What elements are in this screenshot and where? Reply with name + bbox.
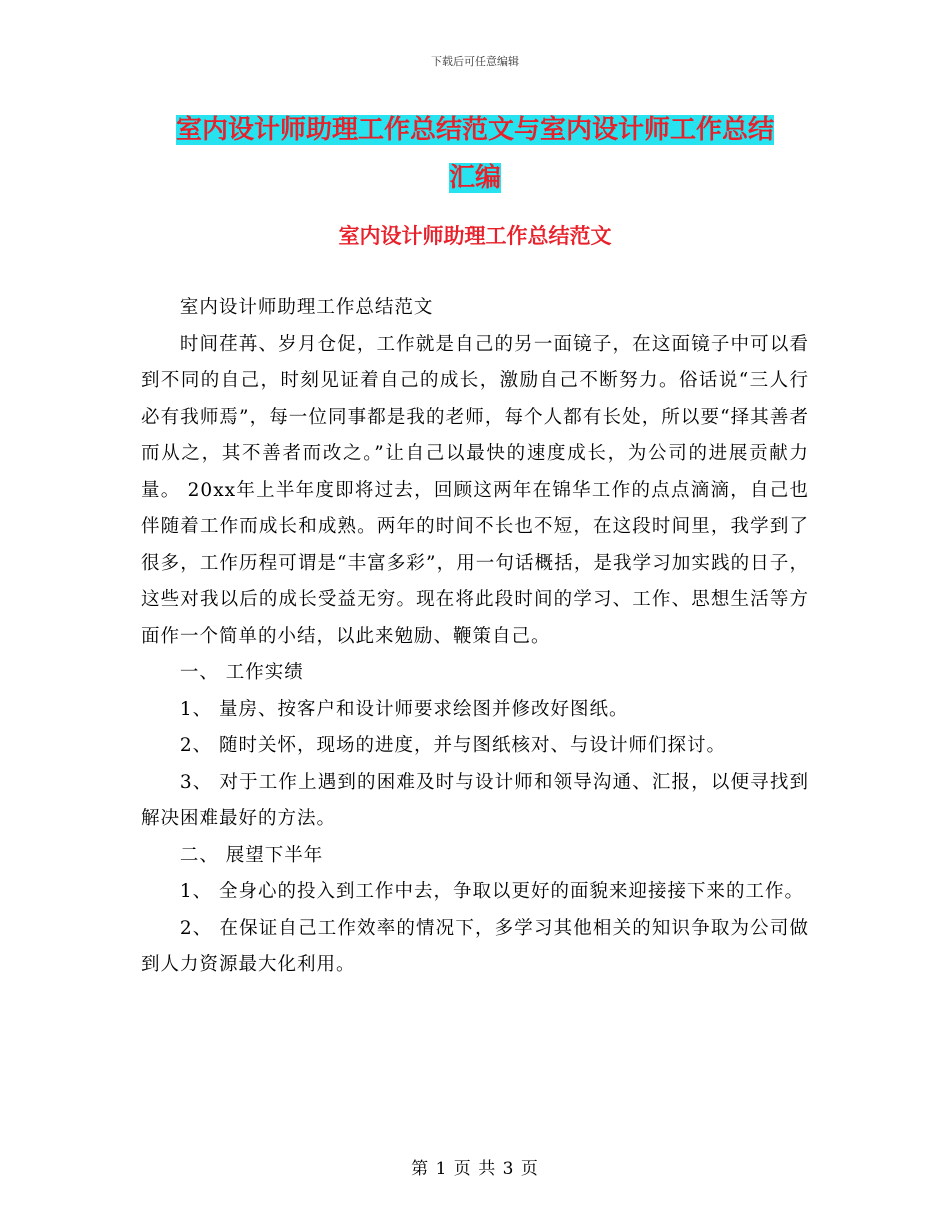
section-title: 室内设计师助理工作总结范文: [338, 223, 612, 248]
body-paragraph: 室内设计师助理工作总结范文: [179, 297, 434, 318]
body-paragraph: 2、 在保证自己工作效率的情况下，多学习其他相关的知识争取为公司做到人力资源最大化利用。: [141, 917, 809, 975]
body-paragraph: 3、 对于工作上遇到的困难及时与设计师和领导沟通、汇报，以便寻找到解决困难最好的方法。: [141, 771, 809, 829]
document-title-line-1: 室内设计师助理工作总结范文与室内设计师工作总结: [175, 115, 774, 145]
body-paragraph: 时间荏苒、岁月仓促，工作就是自己的另一面镜子，在这面镜子中可以看到不同的自己，时刻见证着自己的成长，激励自己不断努力。俗话说“三人行必有我师焉”，每一位同事都是我的老师，每个人都有长处，所以要“择其善者而从之，其不善者而改之。”让自己以最快的速度成长，为公司的进展贡献力量。 20xx年上半年度即将过去，回顾这两年在锦华工作的点点滴滴，自己也伴随着工作而成长和成熟。两年的时间不长也不短，在这段时间里，我学到了很多，工作历程可谓是“丰富多彩”，用一句话概括，是我学习加实践的日子，这些对我以后的成长受益无穷。现在将此段时间的学习、工作、思想生活等方面作一个简单的小结，以此来勉励、鞭策自己。: [141, 333, 809, 647]
body-paragraph: 1、 全身心的投入到工作中去，争取以更好的面貌来迎接接下来的工作。: [179, 881, 804, 902]
body-paragraph: 二、 展望下半年: [179, 844, 324, 866]
document-title-line-2: 汇编: [448, 163, 501, 193]
body-paragraph: 1、 量房、按客户和设计师要求绘图并修改好图纸。: [179, 698, 629, 720]
document-body: [141, 290, 809, 984]
page-number-footer: 第 1 页 共 3 页: [411, 1159, 539, 1179]
body-paragraph: 一、 工作实绩: [179, 662, 304, 683]
document-title: [150, 106, 800, 202]
header-note: 下载后可任意编辑: [431, 55, 519, 68]
body-paragraph: 2、 随时关怀，现场的进度，并与图纸核对、与设计师们探讨。: [179, 735, 726, 756]
